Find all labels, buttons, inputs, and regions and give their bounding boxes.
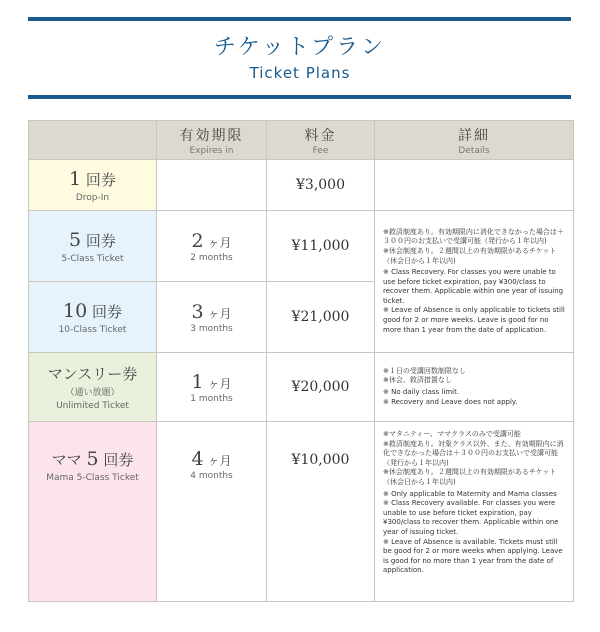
plan-5-class: 5 回券 5-Class Ticket xyxy=(29,211,157,282)
top-rule xyxy=(28,17,571,21)
fee-10-class: ¥21,000 xyxy=(267,282,375,353)
details-unlimited: ※１日の受講回数制限なし ※休会、救済措置なし ※ No daily class limit. ※ Recovery and Leave does not apply. xyxy=(375,353,574,422)
expires-5-class: 2 ヶ月 2 months xyxy=(157,211,267,282)
header-fee: 料金 Fee xyxy=(267,121,375,160)
ticket-plans-table xyxy=(28,120,574,602)
table-header-row xyxy=(29,121,574,160)
fee-mama: ¥10,000 xyxy=(267,422,375,602)
header-expires: 有効期限 Expires in xyxy=(157,121,267,160)
details-mama: ※マタニティー、ママクラスのみで受講可能 ※救済制度あり。対象クラス以外、また、有効期限内に消化できなかった場合は＋３００円のお支払いで受講可能（発行から１年以内) ※休会制度あり。２週間以上の有効期限があるチケット（休会日から１年以内) ※ Only applicable to Maternity and Mama classes ※ Class Recovery available. For classes you were unable to use before ticket expiration, pay ¥300/class to recover them. Applicable within one year of issuing ticket. ※ Leave of Absence is available. Tickets must still be good for 2 or more weeks when applying. Leave is good for no more than 1 year from the date of application. xyxy=(375,422,574,602)
bottom-rule xyxy=(28,95,571,99)
expires-drop-in xyxy=(157,160,267,211)
fee-drop-in: ¥3,000 xyxy=(267,160,375,211)
table-row xyxy=(29,211,574,282)
header-details: 詳細 Details xyxy=(375,121,574,160)
fee-5-class: ¥11,000 xyxy=(267,211,375,282)
plan-10-class: 10 回券 10-Class Ticket xyxy=(29,282,157,353)
page-title-jp: チケットプラン xyxy=(213,35,387,60)
expires-unlimited: 1 ヶ月 1 months xyxy=(157,353,267,422)
plan-mama-5-class: ママ 5 回券 Mama 5-Class Ticket xyxy=(29,422,157,602)
page-title-en: Ticket Plans xyxy=(249,64,351,82)
fee-unlimited: ¥20,000 xyxy=(267,353,375,422)
details-class-tickets: ※救済制度あり。有効期限内に消化できなかった場合は＋３００円のお支払いで受講可能（発行から１年以内) ※休会制度あり。２週間以上の有効期限があるチケット（休会日から１年以内) ※ Class Recovery. For classes you were unable to use before ticket expiration, pay ¥300/class to recover them. Applicable within one year of issuing ticket. ※ Leave of Absence is only applicable to tickets still good for 2 or more weeks. Leave is good for no more than 1 year from the date of application. xyxy=(375,211,574,353)
table-row xyxy=(29,353,574,422)
table-row xyxy=(29,422,574,602)
table-row xyxy=(29,160,574,211)
expires-10-class: 3 ヶ月 3 months xyxy=(157,282,267,353)
header-plan xyxy=(29,121,157,160)
details-drop-in xyxy=(375,160,574,211)
plan-unlimited: マンスリー券 （通い放題） Unlimited Ticket xyxy=(29,353,157,422)
plan-drop-in: 1 回券 Drop-In xyxy=(29,160,157,211)
expires-mama: 4 ヶ月 4 months xyxy=(157,422,267,602)
